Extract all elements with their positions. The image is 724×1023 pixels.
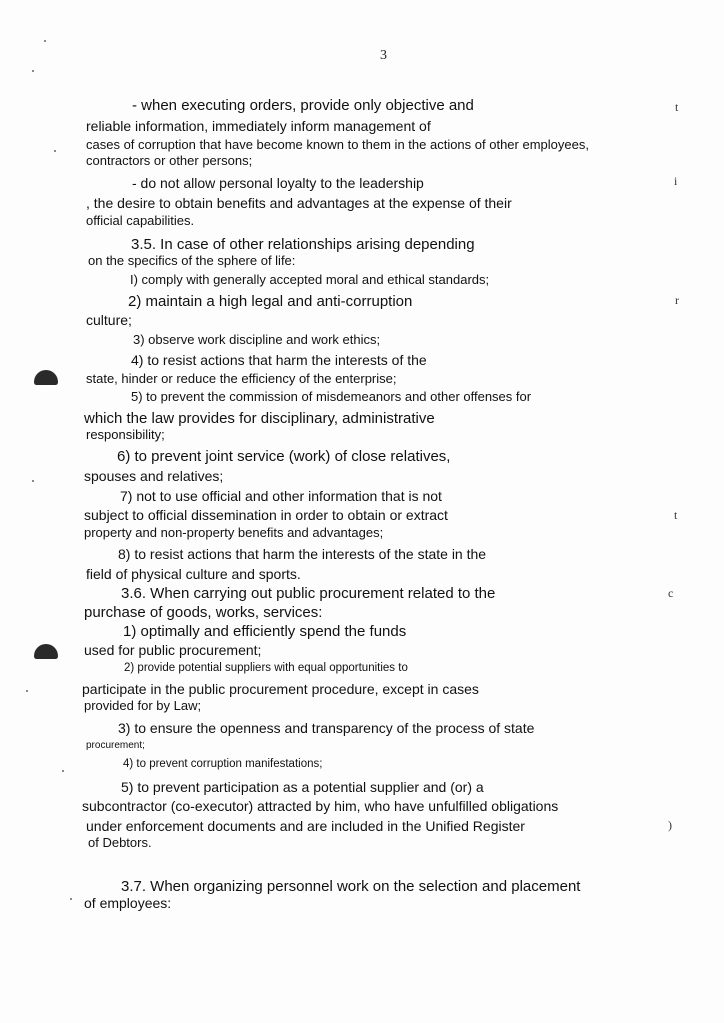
text-line: 6) to prevent joint service (work) of close relatives, bbox=[117, 448, 451, 465]
text-line: reliable information, immediately inform management of bbox=[86, 118, 431, 134]
text-line: on the specifics of the sphere of life: bbox=[88, 253, 296, 268]
text-line: 3) observe work discipline and work ethics; bbox=[133, 332, 381, 347]
margin-mark: c bbox=[668, 586, 674, 600]
punch-hole-icon bbox=[34, 370, 58, 385]
text-line: subcontractor (co-executor) attracted by him, who have unfulfilled obligations bbox=[82, 798, 559, 814]
text-line: of employees: bbox=[84, 895, 172, 911]
text-line: subject to official dissemination in order to obtain or extract bbox=[84, 507, 448, 523]
text-line: field of physical culture and sports. bbox=[86, 566, 301, 582]
text-line: provided for by Law; bbox=[84, 698, 202, 713]
text-line: - when executing orders, provide only objective and bbox=[132, 97, 474, 114]
text-line: 4) to prevent corruption manifestations; bbox=[123, 758, 323, 770]
text-line: contractors or other persons; bbox=[86, 153, 253, 168]
text-line: - do not allow personal loyalty to the leadership bbox=[132, 175, 424, 191]
margin-mark: i bbox=[674, 174, 678, 188]
text-line: 5) to prevent the commission of misdemeanors and other offenses for bbox=[131, 389, 532, 404]
text-line: 3) to ensure the openness and transparency of the process of state bbox=[118, 720, 535, 736]
text-line: I) comply with generally accepted moral and ethical standards; bbox=[130, 272, 490, 287]
text-line: responsibility; bbox=[86, 427, 165, 442]
section-heading: 3.6. When carrying out public procurement related to the bbox=[121, 585, 496, 602]
text-line: used for public procurement; bbox=[84, 642, 262, 658]
scan-speck bbox=[44, 40, 46, 42]
text-line: culture; bbox=[86, 312, 132, 328]
margin-mark: t bbox=[674, 508, 678, 522]
scan-speck bbox=[32, 480, 34, 482]
page-number: 3 bbox=[380, 48, 387, 63]
text-line: which the law provides for disciplinary, administrative bbox=[84, 410, 435, 427]
text-line: procurement; bbox=[86, 740, 145, 751]
punch-hole-icon bbox=[34, 644, 58, 659]
margin-mark: r bbox=[675, 293, 679, 307]
text-line: 5) to prevent participation as a potential supplier and (or) a bbox=[121, 779, 484, 795]
scan-speck bbox=[32, 70, 34, 72]
text-line: spouses and relatives; bbox=[84, 468, 224, 484]
margin-mark: ) bbox=[668, 818, 672, 832]
text-line: 8) to resist actions that harm the interests of the state in the bbox=[118, 546, 487, 562]
section-heading: 3.7. When organizing personnel work on the selection and placement bbox=[121, 878, 581, 895]
text-line: 4) to resist actions that harm the interests of the bbox=[131, 352, 427, 368]
text-line: , the desire to obtain benefits and advantages at the expense of their bbox=[86, 195, 512, 211]
text-line: 7) not to use official and other information that is not bbox=[120, 488, 442, 504]
text-line: 1) optimally and efficiently spend the funds bbox=[123, 623, 407, 640]
text-line: official capabilities. bbox=[86, 213, 195, 228]
text-line: participate in the public procurement procedure, except in cases bbox=[82, 681, 479, 697]
scan-speck bbox=[70, 898, 72, 900]
text-line: purchase of goods, works, services: bbox=[84, 604, 323, 621]
section-heading: 3.5. In case of other relationships arising depending bbox=[131, 236, 475, 253]
scan-speck bbox=[54, 150, 56, 152]
text-line: state, hinder or reduce the efficiency of the enterprise; bbox=[86, 371, 397, 386]
text-line: of Debtors. bbox=[88, 835, 152, 850]
text-line: under enforcement documents and are included in the Unified Register bbox=[86, 818, 525, 834]
text-line: 2) maintain a high legal and anti-corruption bbox=[128, 293, 413, 310]
scan-speck bbox=[26, 690, 28, 692]
text-line: property and non-property benefits and advantages; bbox=[84, 525, 384, 540]
margin-mark: t bbox=[675, 100, 679, 114]
text-line: 2) provide potential suppliers with equal opportunities to bbox=[124, 662, 408, 674]
text-line: cases of corruption that have become known to them in the actions of other employees, bbox=[86, 137, 589, 152]
scan-speck bbox=[62, 770, 64, 772]
